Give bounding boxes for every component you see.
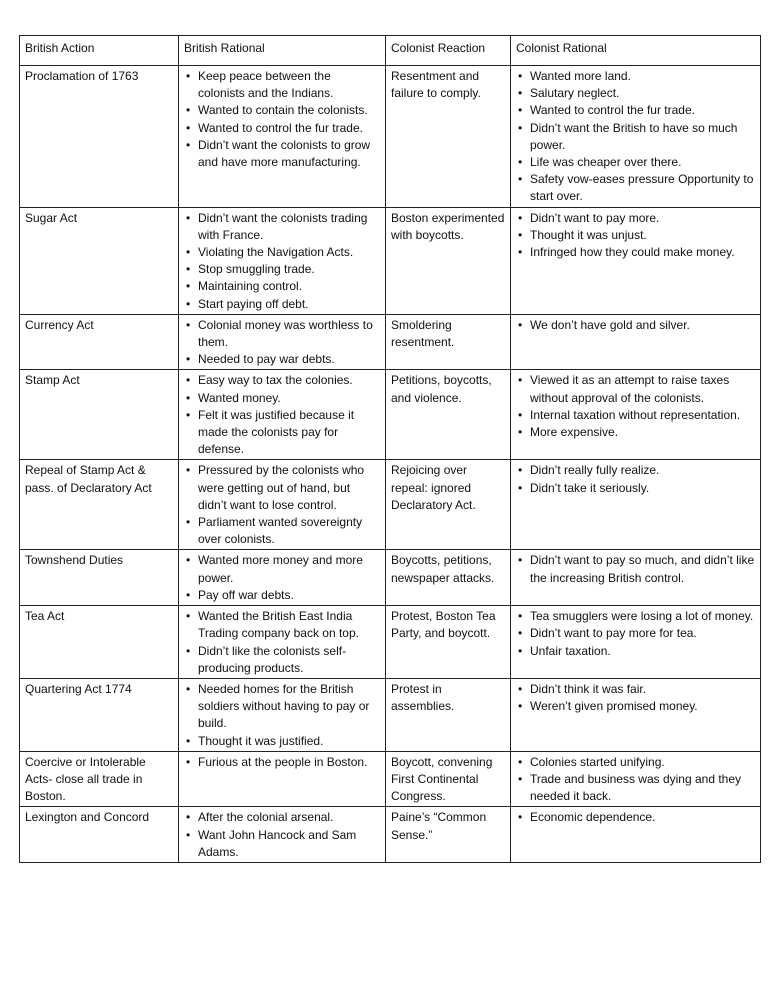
british-action-cell: Sugar Act xyxy=(20,207,179,314)
british-action-cell: Stamp Act xyxy=(20,370,179,460)
bullet-item: • Start paying off debt. xyxy=(184,296,380,313)
bullet-item: • Didn’t want to pay so much, and didn’t like the increasing British control. xyxy=(516,552,755,586)
bullet-item: • Pay off war debts. xyxy=(184,587,380,604)
british-rational-cell xyxy=(179,370,386,460)
bullet-item: • Didn’t want to pay more for tea. xyxy=(516,625,755,642)
bullet-item: • Safety vow-eases pressure Opportunity to start over. xyxy=(516,171,755,205)
bullet-item: • Thought it was justified. xyxy=(184,733,380,750)
header-british-action: British Action xyxy=(20,36,179,66)
british-rational-cell xyxy=(179,606,386,679)
table-row xyxy=(20,807,761,863)
british-rational-cell xyxy=(179,678,386,751)
colonist-rational-cell xyxy=(511,460,761,550)
bullet-item: • Wanted to control the fur trade. xyxy=(184,120,380,137)
bullet-item: • Maintaining control. xyxy=(184,278,380,295)
bullet-item: • Trade and business was dying and they needed it back. xyxy=(516,771,755,805)
british-action-cell: Proclamation of 1763 xyxy=(20,66,179,208)
colonist-reaction-cell: Petitions, boycotts, and violence. xyxy=(386,370,511,460)
colonist-reaction-cell: Protest in assemblies. xyxy=(386,678,511,751)
bullet-item: • Infringed how they could make money. xyxy=(516,244,755,261)
table-row xyxy=(20,678,761,751)
bullet-item: • Salutary neglect. xyxy=(516,85,755,102)
table-row xyxy=(20,314,761,370)
colonist-rational-cell xyxy=(511,370,761,460)
bullet-item: • Wanted the British East India Trading company back on top. xyxy=(184,608,380,642)
british-rational-cell xyxy=(179,550,386,606)
colonist-reaction-cell: Boycott, convening First Continental Congress. xyxy=(386,751,511,807)
colonist-reaction-cell: Protest, Boston Tea Party, and boycott. xyxy=(386,606,511,679)
bullet-item: • Didn’t want to pay more. xyxy=(516,210,755,227)
colonist-rational-cell xyxy=(511,314,761,370)
colonist-reaction-cell: Smoldering resentment. xyxy=(386,314,511,370)
british-rational-cell xyxy=(179,807,386,863)
british-action-cell: Townshend Duties xyxy=(20,550,179,606)
bullet-item: • Wanted to control the fur trade. xyxy=(516,102,755,119)
bullet-item: • Didn’t want the British to have so much power. xyxy=(516,120,755,154)
british-action-cell: Coercive or Intolerable Acts- close all trade in Boston. xyxy=(20,751,179,807)
bullet-item: • Want John Hancock and Sam Adams. xyxy=(184,827,380,861)
header-row xyxy=(20,36,761,66)
table-row xyxy=(20,606,761,679)
colonist-rational-list xyxy=(516,809,755,826)
british-rational-cell xyxy=(179,460,386,550)
british-rational-list xyxy=(184,462,380,548)
british-rational-list xyxy=(184,809,380,861)
bullet-item: • Colonies started unifying. xyxy=(516,754,755,771)
colonist-rational-list xyxy=(516,68,755,206)
colonist-reaction-cell: Resentment and failure to comply. xyxy=(386,66,511,208)
bullet-item: • Violating the Navigation Acts. xyxy=(184,244,380,261)
colonist-reaction-cell: Paine’s “Common Sense.” xyxy=(386,807,511,863)
bullet-item: • Needed homes for the British soldiers without having to pay or build. xyxy=(184,681,380,733)
bullet-item: • Weren’t given promised money. xyxy=(516,698,755,715)
header-colonist-reaction: Colonist Reaction xyxy=(386,36,511,66)
bullet-item: • Wanted to contain the colonists. xyxy=(184,102,380,119)
colonist-rational-cell xyxy=(511,606,761,679)
bullet-item: • Colonial money was worthless to them. xyxy=(184,317,380,351)
bullet-item: • Didn’t take it seriously. xyxy=(516,480,755,497)
bullet-item: • Parliament wanted sovereignty over colonists. xyxy=(184,514,380,548)
header-colonist-rational: Colonist Rational xyxy=(511,36,761,66)
colonist-rational-cell xyxy=(511,207,761,314)
bullet-item: • Internal taxation without representation. xyxy=(516,407,755,424)
bullet-item: • Didn’t want the colonists trading with France. xyxy=(184,210,380,244)
colonist-rational-cell xyxy=(511,751,761,807)
british-action-cell: Lexington and Concord xyxy=(20,807,179,863)
table-row xyxy=(20,550,761,606)
table-row xyxy=(20,751,761,807)
colonist-rational-list xyxy=(516,608,755,660)
colonist-rational-list xyxy=(516,210,755,262)
bullet-item: • Didn’t like the colonists self-producing products. xyxy=(184,643,380,677)
colonist-rational-list xyxy=(516,317,755,334)
british-action-cell: Tea Act xyxy=(20,606,179,679)
bullet-item: • Needed to pay war debts. xyxy=(184,351,380,368)
header-british-rational: British Rational xyxy=(179,36,386,66)
bullet-item: • Furious at the people in Boston. xyxy=(184,754,380,771)
history-table xyxy=(19,35,761,863)
table-row xyxy=(20,66,761,208)
british-rational-list xyxy=(184,372,380,458)
colonist-reaction-cell: Boycotts, petitions, newspaper attacks. xyxy=(386,550,511,606)
british-rational-list xyxy=(184,317,380,369)
british-rational-list xyxy=(184,68,380,171)
colonist-rational-cell xyxy=(511,807,761,863)
british-action-cell: Quartering Act 1774 xyxy=(20,678,179,751)
bullet-item: • Wanted more money and more power. xyxy=(184,552,380,586)
bullet-item: • Unfair taxation. xyxy=(516,643,755,660)
colonist-reaction-cell: Rejoicing over repeal: ignored Declaratory Act. xyxy=(386,460,511,550)
table-row xyxy=(20,207,761,314)
table-body xyxy=(20,36,761,863)
british-rational-list xyxy=(184,608,380,677)
british-rational-cell xyxy=(179,66,386,208)
bullet-item: • Felt it was justified because it made the colonists pay for defense. xyxy=(184,407,380,459)
british-action-cell: Currency Act xyxy=(20,314,179,370)
colonist-reaction-cell: Boston experimented with boycotts. xyxy=(386,207,511,314)
bullet-item: • Didn’t really fully realize. xyxy=(516,462,755,479)
british-rational-list xyxy=(184,552,380,604)
british-rational-list xyxy=(184,681,380,750)
british-action-cell: Repeal of Stamp Act & pass. of Declaratory Act xyxy=(20,460,179,550)
british-rational-list xyxy=(184,754,380,771)
colonist-rational-cell xyxy=(511,550,761,606)
colonist-rational-list xyxy=(516,552,755,586)
bullet-item: • Keep peace between the colonists and the Indians. xyxy=(184,68,380,102)
bullet-item: • After the colonial arsenal. xyxy=(184,809,380,826)
colonist-rational-list xyxy=(516,754,755,806)
bullet-item: • We don’t have gold and silver. xyxy=(516,317,755,334)
colonist-rational-list xyxy=(516,372,755,441)
bullet-item: • Wanted money. xyxy=(184,390,380,407)
bullet-item: • Didn’t think it was fair. xyxy=(516,681,755,698)
colonist-rational-list xyxy=(516,462,755,496)
bullet-item: • Easy way to tax the colonies. xyxy=(184,372,380,389)
bullet-item: • Pressured by the colonists who were getting out of hand, but didn’t want to lose control. xyxy=(184,462,380,514)
british-rational-cell xyxy=(179,314,386,370)
colonist-rational-list xyxy=(516,681,755,715)
british-rational-cell xyxy=(179,751,386,807)
table-row xyxy=(20,370,761,460)
colonist-rational-cell xyxy=(511,66,761,208)
bullet-item: • Life was cheaper over there. xyxy=(516,154,755,171)
british-rational-list xyxy=(184,210,380,313)
bullet-item: • Thought it was unjust. xyxy=(516,227,755,244)
bullet-item: • Viewed it as an attempt to raise taxes without approval of the colonists. xyxy=(516,372,755,406)
bullet-item: • More expensive. xyxy=(516,424,755,441)
bullet-item: • Stop smuggling trade. xyxy=(184,261,380,278)
colonist-rational-cell xyxy=(511,678,761,751)
bullet-item: • Tea smugglers were losing a lot of money. xyxy=(516,608,755,625)
bullet-item: • Wanted more land. xyxy=(516,68,755,85)
british-rational-cell xyxy=(179,207,386,314)
table-row xyxy=(20,460,761,550)
bullet-item: • Didn’t want the colonists to grow and have more manufacturing. xyxy=(184,137,380,171)
bullet-item: • Economic dependence. xyxy=(516,809,755,826)
